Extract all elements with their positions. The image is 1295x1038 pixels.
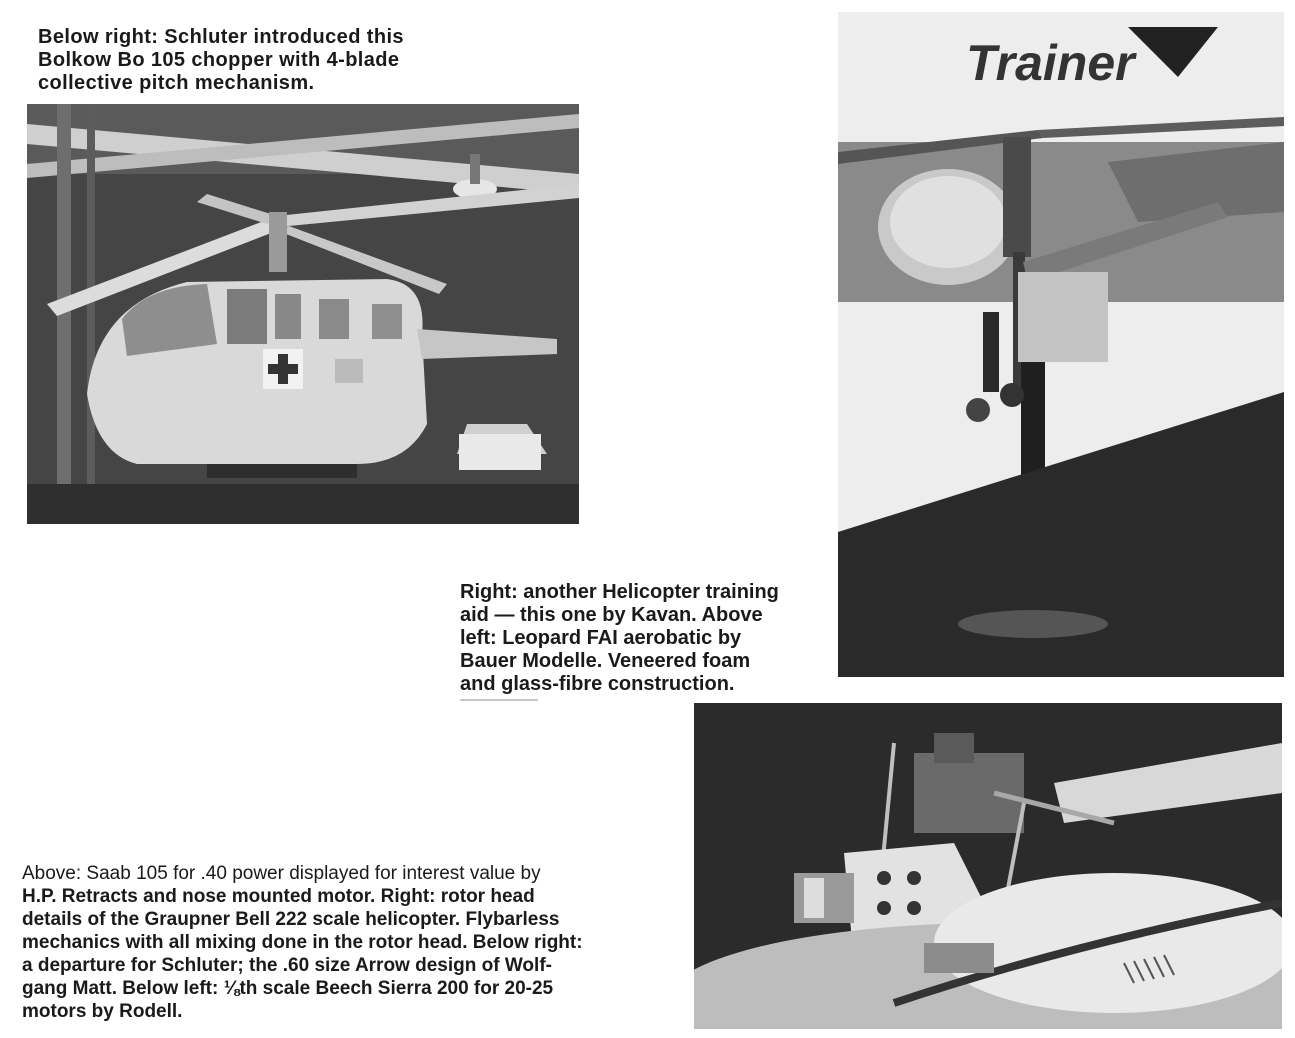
caption-line: and glass-fibre construction. <box>460 673 735 695</box>
caption-line: Right: another Helicopter training <box>460 581 779 603</box>
caption-saab-graupner <box>22 862 687 1023</box>
caption-line: Below right: Schluter introduced this <box>38 26 404 48</box>
divider-rule <box>460 699 538 701</box>
photo-graupner-rotor-head <box>694 703 1282 1029</box>
caption-kavan-trainer <box>460 581 828 696</box>
caption-line: Bauer Modelle. Veneered foam <box>460 650 751 672</box>
photo-bolkow-bo105 <box>27 104 579 524</box>
caption-bo105 <box>38 26 488 95</box>
caption-line: aid — this one by Kavan. Above <box>460 604 763 626</box>
caption-line: details of the Graupner Bell 222 scale helicopter. Flybarless <box>22 909 560 930</box>
trainer-sign-text: Trainer <box>966 35 1135 91</box>
caption-line: collective pitch mechanism. <box>38 72 315 94</box>
caption-line: motors by Rodell. <box>22 1001 183 1022</box>
caption-line: Above: Saab 105 for .40 power displayed for interest value by <box>22 863 541 884</box>
caption-line: a departure for Schluter; the .60 size Arrow design of Wolf- <box>22 955 552 976</box>
caption-line: gang Matt. Below left: ⅛th scale Beech Sierra 200 for 20-25 <box>22 978 554 999</box>
caption-line: left: Leopard FAI aerobatic by <box>460 627 742 649</box>
photo-kavan-trainer <box>838 12 1284 677</box>
caption-line: mechanics with all mixing done in the rotor head. Below right: <box>22 932 583 953</box>
caption-line: H.P. Retracts and nose mounted motor. Right: rotor head <box>22 886 535 907</box>
caption-line: Bolkow Bo 105 chopper with 4-blade <box>38 49 400 71</box>
